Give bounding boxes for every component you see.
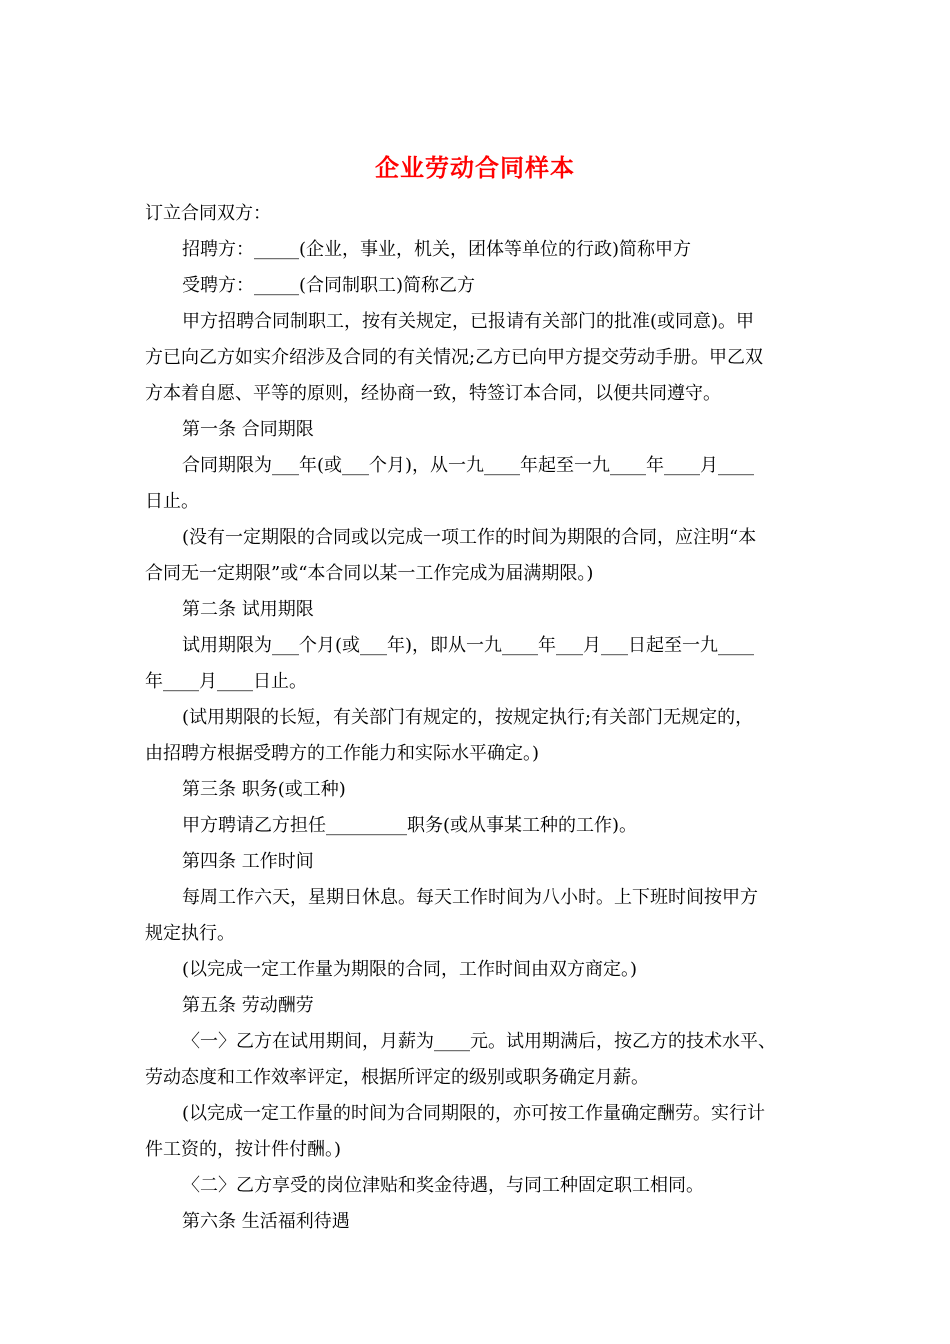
text-line: 第六条 生活福利待遇 bbox=[182, 1211, 350, 1232]
text-line: (没有一定期限的合同或以完成一项工作的时间为期限的合同，应注明“本 bbox=[182, 527, 757, 548]
text-line: 第二条 试用期限 bbox=[182, 599, 314, 620]
text-line: 件工资的，按计件付酬。) bbox=[145, 1139, 342, 1160]
document-body bbox=[145, 196, 810, 1240]
text-line: 第五条 劳动酬劳 bbox=[182, 995, 314, 1016]
text-line: 〈二〉乙方享受的岗位津贴和奖金待遇，与同工种固定职工相同。 bbox=[182, 1175, 704, 1196]
text-line: (试用期限的长短，有关部门有规定的，按规定执行;有关部门无规定的， bbox=[182, 707, 754, 728]
text-line: 方本着自愿、平等的原则，经协商一致，特签订本合同，以便共同遵守。 bbox=[145, 383, 721, 404]
text-line: 试用期限为___个月(或___年)，即从一九____年___月___日起至一九____ bbox=[182, 635, 755, 656]
text-line: 日止。 bbox=[145, 491, 199, 512]
text-line: 规定执行。 bbox=[145, 923, 235, 944]
text-line: 招聘方：_____(企业，事业，机关，团体等单位的行政)简称甲方 bbox=[182, 239, 692, 260]
text-line: 第三条 职务(或工种) bbox=[182, 779, 346, 800]
text-line: (以完成一定工作量为期限的合同，工作时间由双方商定。) bbox=[182, 959, 638, 980]
text-line: 第一条 合同期限 bbox=[182, 419, 314, 440]
text-line: 由招聘方根据受聘方的工作能力和实际水平确定。) bbox=[145, 743, 540, 764]
text-line: 第四条 工作时间 bbox=[182, 851, 314, 872]
text-line: 订立合同双方： bbox=[145, 203, 271, 224]
document-title: 企业劳动合同样本 bbox=[375, 153, 575, 182]
text-line: 合同无一定期限”或“本合同以某一工作完成为届满期限。) bbox=[145, 563, 594, 584]
text-line: 方已向乙方如实介绍涉及合同的有关情况;乙方已向甲方提交劳动手册。甲乙双 bbox=[145, 347, 764, 368]
text-line: (以完成一定工作量的时间为合同期限的，亦可按工作量确定酬劳。实行计 bbox=[182, 1103, 766, 1124]
text-line: 甲方招聘合同制职工，按有关规定，已报请有关部门的批准(或同意)。甲 bbox=[182, 311, 755, 332]
text-line: 劳动态度和工作效率评定，根据所评定的级别或职务确定月薪。 bbox=[145, 1067, 649, 1088]
text-line: 受聘方：_____(合同制职工)简称乙方 bbox=[182, 275, 476, 296]
text-line: 合同期限为___年(或___个月)，从一九____年起至一九____年____月____ bbox=[182, 455, 755, 476]
text-line: 年____月____日止。 bbox=[145, 671, 307, 692]
text-line: 每周工作六天，星期日休息。每天工作时间为八小时。上下班时间按甲方 bbox=[182, 887, 758, 908]
text-line: 〈一〉乙方在试用期间，月薪为____元。试用期满后，按乙方的技术水平、 bbox=[182, 1031, 776, 1052]
text-line: 甲方聘请乙方担任_________职务(或从事某工种的工作)。 bbox=[182, 815, 638, 836]
